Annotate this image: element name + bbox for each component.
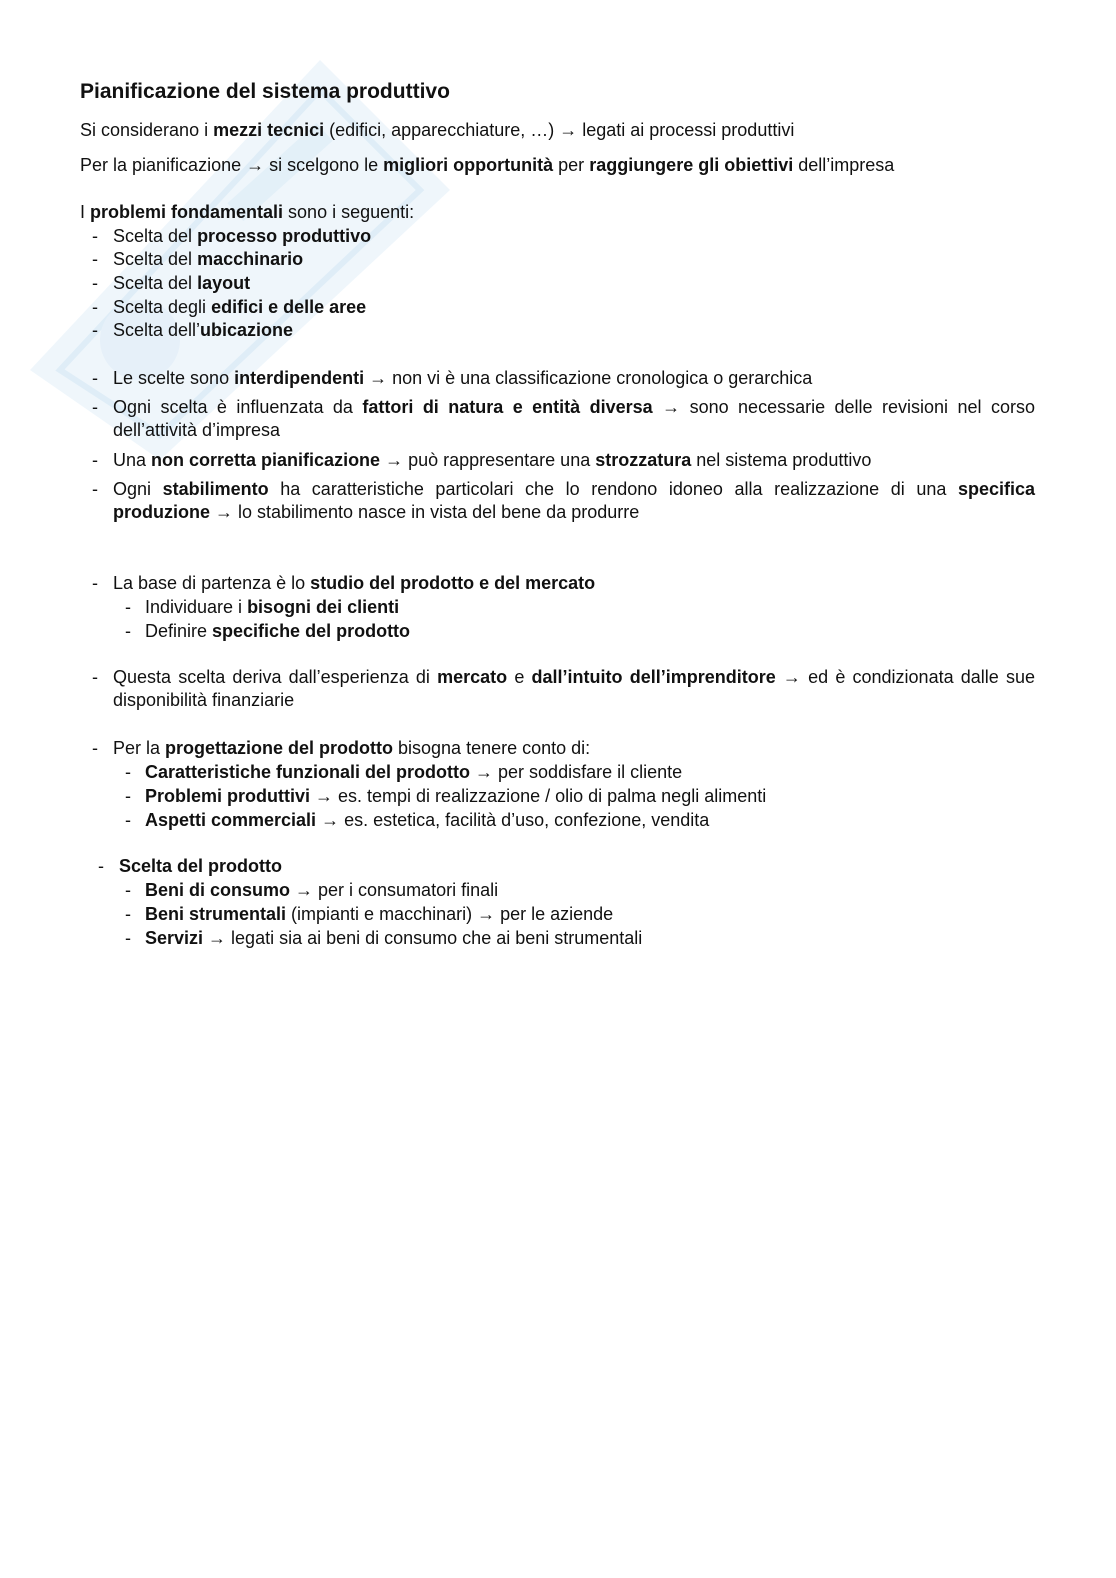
list-dash: - xyxy=(92,368,98,388)
list-item: Scelta degli edifici e delle aree xyxy=(113,297,367,317)
list-dash: - xyxy=(92,273,98,293)
list-dash: - xyxy=(125,904,131,924)
list-item: Scelta del macchinario xyxy=(113,249,304,269)
study-lead: La base di partenza è lo studio del prodotto e del mercato xyxy=(113,573,596,593)
intro-paragraph-1: Si considerano i mezzi tecnici (edifici, apparecchiature, …) → legati ai processi produttivi xyxy=(80,120,795,140)
list-dash: - xyxy=(98,856,104,876)
list-item: Individuare i bisogni dei clienti xyxy=(145,597,400,617)
list-dash: - xyxy=(92,573,98,593)
list-item: Aspetti commerciali → es. estetica, facilità d’uso, confezione, vendita xyxy=(145,810,710,830)
list-dash: - xyxy=(125,810,131,830)
list-dash: - xyxy=(92,226,98,246)
note-plant: Ogni stabilimento ha caratteristiche particolari che lo rendono idoneo alla realizzazione di una specifica produzione → lo stabilimento nasce in vista del bene da produrre xyxy=(113,479,1035,522)
note-planning: Una non corretta pianificazione → può rappresentare una strozzatura nel sistema produttivo xyxy=(113,450,872,470)
note-interdependent: Le scelte sono interdipendenti → non vi è una classificazione cronologica o gerarchica xyxy=(113,368,813,388)
list-dash: - xyxy=(92,320,98,340)
list-item: Definire specifiche del prodotto xyxy=(145,621,411,641)
list-dash: - xyxy=(92,297,98,317)
list-dash: - xyxy=(125,928,131,948)
list-item: Caratteristiche funzionali del prodotto → per soddisfare il cliente xyxy=(145,762,683,782)
list-dash: - xyxy=(92,479,98,499)
intro-paragraph-2: Per la pianificazione → si scelgono le migliori opportunità per raggiungere gli obiettivi dell’impresa xyxy=(80,155,895,175)
problems-intro: I problemi fondamentali sono i seguenti: xyxy=(80,202,415,222)
list-item: Scelta del layout xyxy=(113,273,251,293)
note-factors: Ogni scelta è influenzata da fattori di natura e entità diversa → sono necessarie delle revisioni nel corso dell’attività d’impresa xyxy=(113,397,1035,440)
list-dash: - xyxy=(92,397,98,417)
product-lead: Scelta del prodotto xyxy=(119,856,283,876)
list-item: Beni strumentali (impianti e macchinari) → per le aziende xyxy=(145,904,614,924)
list-item: Problemi produttivi → es. tempi di realizzazione / olio di palma negli alimenti xyxy=(145,786,767,806)
choice-note: Questa scelta deriva dall’esperienza di mercato e dall’intuito dell’imprenditore → ed è condizionata dalle sue disponibilità finanziarie xyxy=(113,667,1036,710)
design-lead: Per la progettazione del prodotto bisogna tenere conto di: xyxy=(113,738,591,758)
list-item: Beni di consumo → per i consumatori finali xyxy=(145,880,499,900)
list-dash: - xyxy=(125,880,131,900)
list-item: Servizi → legati sia ai beni di consumo che ai beni strumentali xyxy=(145,928,643,948)
list-dash: - xyxy=(125,762,131,782)
list-dash: - xyxy=(125,597,131,617)
list-dash: - xyxy=(125,621,131,641)
list-dash: - xyxy=(92,738,98,758)
list-item: Scelta dell’ubicazione xyxy=(113,320,294,340)
list-dash: - xyxy=(92,249,98,269)
list-item: Scelta del processo produttivo xyxy=(113,226,372,246)
list-dash: - xyxy=(125,786,131,806)
list-dash: - xyxy=(92,450,98,470)
list-dash: - xyxy=(92,667,98,687)
page-title: Pianificazione del sistema produttivo xyxy=(80,80,450,103)
